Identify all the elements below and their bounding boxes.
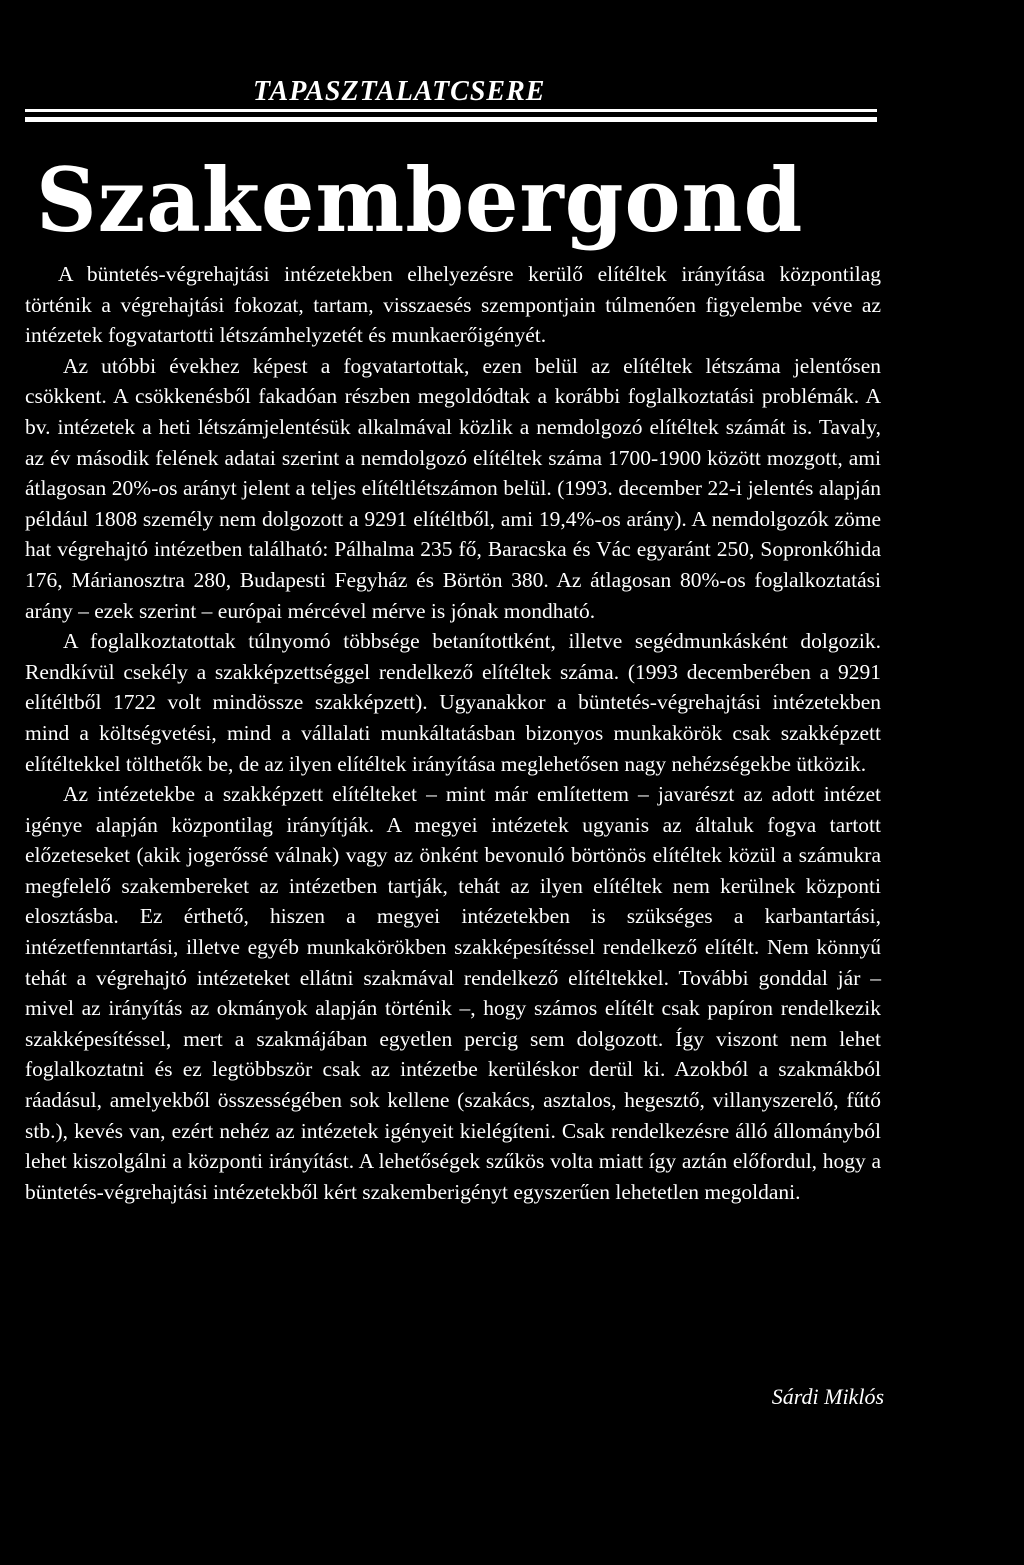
section-label: TAPASZTALATCSERE: [253, 76, 546, 107]
article-title: Szakembergond: [36, 147, 804, 252]
author-signature: Sárdi Miklós: [771, 1384, 884, 1409]
article-body: [25, 259, 881, 1207]
section-header: [25, 74, 877, 126]
article-paragraph-3: A foglalkoztatottak túlnyomó többsége betanítottként, illetve segédmunkásként dolgozik. Rendkívül csekély a szakképzettséggel rendelkező elítéltek száma. (1993 decemberében a 9291 elítéltből 1722 volt mindössze szakképzett). Ugyanakkor a büntetés-végrehajtási intézetekben mind a költségvetési, mind a vállalati munkáltatásban bizonyos munkakörök csak szakképzett elítéltekkel tölthetők be, de az ilyen elítéltek irányítása meglehetősen nagy nehézségekbe ütközik.: [25, 629, 881, 776]
article-paragraph-2: Az utóbbi évekhez képest a fogvatartottak, ezen belül az elítéltek létszáma jelentősen csökkent. A csökkenésből fakadóan részben megoldódtak a korábbi foglalkoztatási problémák. A bv. intézetek a heti létszámjelentésük alkalmával közlik a nemdolgozó elítéltek számát is. Tavaly, az év második felének adatai szerint a nemdolgozó elítéltek száma 1700-1900 között mozgott, ami átlagosan 20%-os arányt jelent a teljes elítéltlétszámon belül. (1993. december 22-i jelentés alapján például 1808 személy nem dolgozott a 9291 elítéltből, ami 19,4%-os arány). A nemdolgozók zöme hat végrehajtó intézetben található: Pálhalma 235 fő, Baracska és Vác egyaránt 250, Sopronkőhida 176, Márianosztra 280, Budapesti Fegyház és Börtön 380. Az átlagosan 80%-os foglalkoztatási arány – ezek szerint – európai mércével mérve is jónak mondható.: [25, 353, 881, 623]
article-paragraph-1: A büntetés-végrehajtási intézetekben elhelyezésre kerülő elítéltek irányítása központilag történik a végrehajtási fokozat, tartam, visszaesés szempontjain túlmenően figyelembe véve az intézetek fogvatartotti létszámhelyzetét és munkaerőigényét.: [25, 262, 881, 348]
article-paragraph-4: Az intézetekbe a szakképzett elítélteket – mint már említettem – javarészt az adott intézet igénye alapján központilag irányítják. A megyei intézetek ugyanis az általuk fogva tartott előzeteseket (akik jogerőssé válnak) vagy az önként bevonuló börtönös elítéltek közül a számukra megfelelő szakembereket az intézetben tartják, tehát az ilyen elítéltek nem kerülnek központi elosztásba. Ez érthető, hiszen a megyei intézetekben is szükséges a karbantartási, intézetfenntartási, illetve egyéb munkakörökben szakképesítéssel rendelkező elítélt. Nem könnyű tehát a végrehajtó intézeteket ellátni szakmával rendelkező elítéltekkel. További gonddal jár – mivel az irányítás az okmányok alapján történik –, hogy számos elítélt csak papíron rendelkezik szakképesítéssel, mert a szakmájában egyetlen percig sem dolgozott. Így viszont nem lehet foglalkoztatni és ez legtöbbször csak az intézetbe kerüléskor derül ki. Azokból a szakmákból ráadásul, amelyekből összességében sok kellene (szakács, asztalos, hegesztő, villanyszerelő, fűtő stb.), kevés van, ezért nehéz az intézetek igényeit kielégíteni. Csak rendelkezésre álló állományból lehet kiszolgálni a központi irányítást. A lehetőségek szűkös volta miatt így aztán előfordul, hogy a büntetés-végrehajtási intézetekből kért szakemberigényt egyszerűen lehetetlen megoldani.: [25, 782, 881, 1204]
header-rule-thin: [25, 109, 877, 112]
header-rule-thick: [25, 117, 877, 122]
